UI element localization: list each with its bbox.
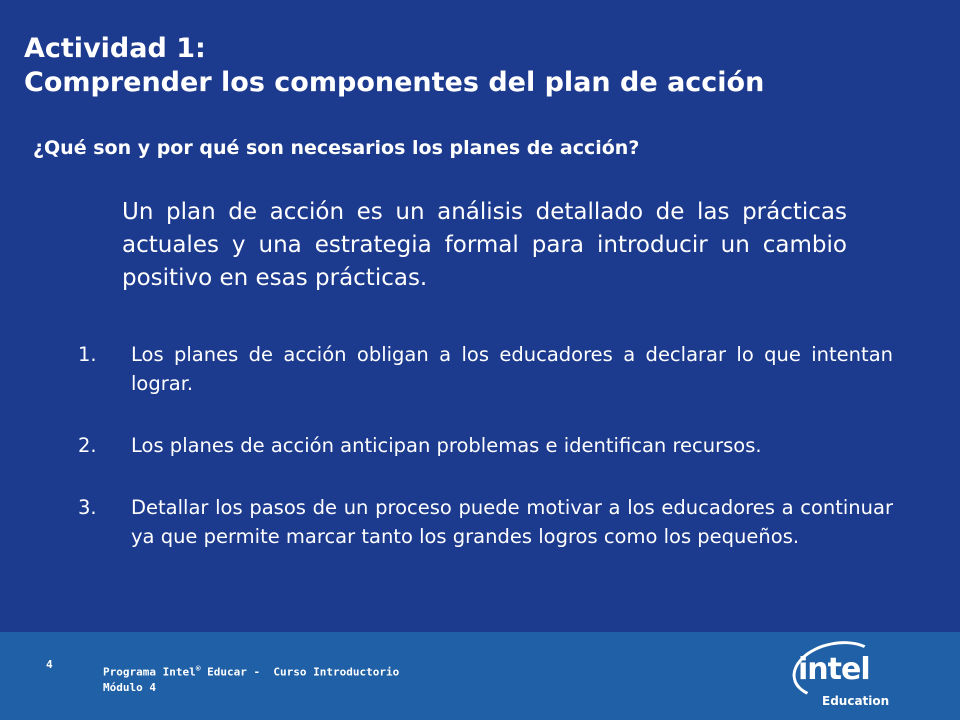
course-name: Educar - Curso Introductorio [200, 665, 400, 679]
list-item [78, 493, 893, 551]
logo-wordmark: intel [798, 652, 870, 687]
list-item-text: Los planes de acción obligan a los educadores a declarar lo que intentan lograr. [131, 343, 893, 395]
list-item-number: 1. [78, 343, 97, 366]
title-line-2: Comprender los componentes del plan de acción [24, 67, 765, 98]
numbered-list [78, 340, 893, 551]
list-item-text: Detallar los pasos de un proceso puede motivar a los educadores a continuar ya que permite marcar tanto los grandes logros como los pequeños. [131, 496, 893, 548]
list-item [78, 340, 893, 398]
list-item [78, 431, 893, 460]
slide-subtitle: ¿Qué son y por qué son necesarios los planes de acción? [33, 137, 640, 159]
definition-paragraph: Un plan de acción es un análisis detallado de las prácticas actuales y una estrategia formal para introducir un cambio positivo en esas prácticas. [122, 199, 847, 291]
slide-title [24, 32, 924, 100]
title-line-1: Actividad 1: [24, 33, 206, 64]
logo-subtitle: Education [822, 694, 890, 708]
program-line-2: Módulo 4 [103, 680, 156, 694]
program-name: Programa Intel [103, 665, 196, 679]
footer-bar [0, 632, 960, 720]
list-item-number: 2. [78, 434, 97, 457]
program-line-1 [103, 661, 523, 680]
program-info [103, 661, 523, 695]
list-item-number: 3. [78, 496, 97, 519]
intel-education-logo [784, 642, 914, 714]
page-number: 4 [46, 658, 53, 671]
registered-mark: ® [195, 664, 201, 673]
list-item-text: Los planes de acción anticipan problemas e identifican recursos. [131, 434, 762, 457]
